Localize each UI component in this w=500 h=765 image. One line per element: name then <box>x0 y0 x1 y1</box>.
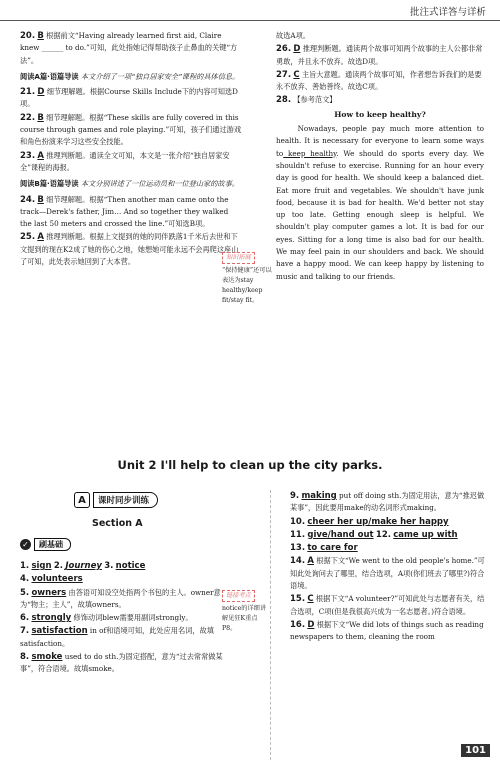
note-tag: 知识拓展 <box>222 252 255 264</box>
answer-key: B <box>37 112 44 123</box>
answer-item <box>20 30 242 67</box>
answer-explanation: in of和语境可知，此处应用名词，故填satisfaction。 <box>20 626 214 648</box>
answer-key: give/hand out <box>307 529 374 540</box>
margin-note-tip: 知识拓展 “保持健康”还可以表达为stay healthy/keep fit/stay fit。 <box>222 254 272 304</box>
answer-item <box>20 651 226 676</box>
answer-item <box>20 112 242 149</box>
essay-title: How to keep healthy? <box>334 109 426 119</box>
column-divider <box>270 490 271 760</box>
answer-explanation: 细节理解题。根据“These skills are fully covered in this course through games and role playing.”可知，孩子们通过游戏和角色扮演来学习这些安全技能。 <box>20 112 242 147</box>
answer-key: cheer her up/make her happy <box>307 516 449 527</box>
reading-guide <box>20 71 242 83</box>
answer-explanation: 修饰动词blew需要用副词strongly。 <box>73 613 193 623</box>
banner-text: 课时同步训练 <box>93 492 158 508</box>
answer-key: came up with <box>393 529 458 540</box>
answer-item <box>276 69 484 94</box>
answer-key: A <box>307 556 314 567</box>
answer-number: 13. <box>290 543 306 554</box>
answer-number: 16. <box>290 619 306 630</box>
answer-item <box>20 625 226 650</box>
answer-key: strongly <box>31 613 72 624</box>
answer-number: 15. <box>290 594 306 605</box>
answer-item <box>20 194 242 231</box>
answer-number: 9. <box>290 491 300 501</box>
answer-explanation: 根据下文“We went to the old people's home.”可知此处询问去了哪里，结合选项，A项(你们班去了哪里?)符合语境。 <box>290 556 485 591</box>
essay-body: Nowadays, people pay much more attention to health. It is necessary for everyone to learn some ways to keep healthy. We should do sports every day. We shouldn't refuse to exercise. Running for an hour every day is good for health. We should keep a balanced diet. Eat more fruit and vegetables. We shouldn't have junk food, because it is bad for health. We'd better not stay up too late. Getting enough sleep is helpful. We shouldn't play computer games a lot. It is bad for our eyes. Sitting for a long time is also bad for our health. We may feel pain in our shoulders and back. We should have a happy mood. We can keep happy by listening to music and talking to our friends. <box>276 124 484 281</box>
answer-key: notice <box>115 561 146 571</box>
answer-number: 24. <box>20 194 36 205</box>
lower-left-column <box>20 560 226 677</box>
answer-explanation: 由答语可知设空处指两个书包的主人。owner意为“物主；主人”，故填owners。 <box>20 587 221 609</box>
answer-explanation: 细节理解题。根据Course Skills Include下的内容可知选D项。 <box>20 87 238 109</box>
answer-item <box>276 43 484 68</box>
answer-key: volunteers <box>31 574 83 585</box>
right-column <box>276 30 484 283</box>
basics-pill <box>20 538 71 551</box>
answer-continuation: 故选A项。 <box>276 31 310 40</box>
answer-key: D <box>37 87 45 98</box>
answer-number: 10. <box>290 516 306 527</box>
answer-explanation: put off doing sth.为固定用法，意为“推迟做某事”，因此要用make的动名词形式making。 <box>290 491 485 513</box>
answer-key: making <box>301 491 337 501</box>
answer-number: 1. <box>20 561 30 571</box>
answer-explanation: 推理判断题。通读全文可知，本文是一张介绍“独自居家安全”课程的海报。 <box>20 150 230 172</box>
answer-key: Journey <box>65 561 102 571</box>
answer-key: B <box>37 194 44 205</box>
lesson-banner <box>74 492 158 508</box>
reading-guide <box>20 178 242 190</box>
answer-number: 26. <box>276 44 292 55</box>
guide-label: 阅读A篇·语篇导读 <box>20 71 79 81</box>
answer-line <box>290 529 486 541</box>
answer-key: smoke <box>31 652 63 663</box>
answer-key: D <box>293 44 301 55</box>
answer-number: 22. <box>20 112 36 123</box>
answer-item <box>290 619 486 644</box>
answer-number: 27. <box>276 69 292 80</box>
answer-item <box>20 612 226 624</box>
answer-explanation: 【参考范文】 <box>293 95 337 105</box>
answer-number: 2. <box>53 561 64 571</box>
answer-item <box>20 86 242 111</box>
answer-number: 25. <box>20 232 36 243</box>
answer-number: 21. <box>20 87 36 98</box>
guide-text: 本文分别讲述了一位运动员和一位登山家的故事。 <box>80 179 239 189</box>
margin-note-link: 链接考点 notice的详细讲解见狂K重点P8。 <box>222 592 267 632</box>
answer-key: D <box>307 619 315 630</box>
answer-explanation: 推理判断题。通读两个故事可知两个故事的主人公都非常勇敢，并且永不放弃。故选D项。 <box>276 44 483 66</box>
answer-explanation: 根据前文“Having already learned first aid, Claire knew ______ to do.”可知，此处指她记得帮助孩子止鼻血的关键“方法”。 <box>20 31 238 65</box>
answer-explanation: 根据下文“A volunteer?”可知此处与志愿者有关，结合选项，C项(但是我很高兴成为一名志愿者。)符合语境。 <box>290 594 485 616</box>
pill-label: 刷基础 <box>34 538 71 551</box>
guide-label: 阅读B篇·语篇导读 <box>20 179 79 189</box>
answer-number: 28. <box>276 95 292 106</box>
answer-key: C <box>293 69 300 80</box>
answer-key: satisfaction <box>31 626 88 637</box>
answer-explanation: 细节理解题。根据“Then another man came onto the track—Derek's father, Jim… And so together they walked the last 50 meters and crossed the line.”可知选B项。 <box>20 194 229 229</box>
answer-key: to care for <box>307 543 358 554</box>
answer-number: 14. <box>290 556 306 567</box>
answer-item <box>20 150 242 175</box>
left-column <box>20 30 242 269</box>
answer-item <box>290 555 486 592</box>
answer-line <box>20 560 226 572</box>
answer-explanation: used to do sth.为固定搭配，意为“过去常常做某事”，符合语境。故填smoke。 <box>20 652 223 674</box>
section-title: Section A <box>92 518 143 529</box>
answer-key: A <box>37 232 44 243</box>
answer-line <box>290 516 486 528</box>
answer-item <box>20 587 226 612</box>
answer-line <box>290 542 486 554</box>
answer-number: 5. <box>20 587 30 598</box>
header-rule <box>0 20 500 21</box>
page-number: 101 <box>461 744 490 757</box>
answer-number: 12. <box>375 529 391 540</box>
unit-title: Unit 2 I'll help to clean up the city parks. <box>117 458 383 472</box>
answer-key: owners <box>31 587 67 598</box>
answer-number: 4. <box>20 574 30 585</box>
answer-number: 23. <box>20 150 36 161</box>
answer-explanation: 根据下文“We did lots of things such as reading newspapers to them, cleaning the room <box>290 619 484 642</box>
guide-text: 本文介绍了一项“独自居家安全”课程的具体信息。 <box>80 71 240 81</box>
lower-right-column <box>290 490 486 645</box>
answer-key: A <box>37 150 44 161</box>
answer-item <box>290 593 486 618</box>
answer-explanation: 主旨大意题。通读两个故事可知，作者想告诉我们的是要永不放弃、善始善终。故选C项。 <box>276 69 482 92</box>
answer-number: 20. <box>20 31 36 41</box>
answer-number: 6. <box>20 613 30 624</box>
answer-number: 8. <box>20 652 30 663</box>
answer-number: 7. <box>20 626 30 637</box>
answer-key: sign <box>31 561 52 571</box>
answer-explanation: 推理判断题。根据上文提到的她的同伴跌落1千米后去世和下文提到的现在K2成了她的伤心之地，她想她可能永远不会再爬这座山了可知，此处表示她回到了大本营。 <box>20 232 239 267</box>
answer-item <box>276 94 484 106</box>
page-header: 批注式详答与详析 <box>409 7 486 18</box>
answer-item <box>20 231 242 268</box>
answer-number: 11. <box>290 529 306 540</box>
answer-key: B <box>37 31 44 41</box>
check-icon: ✓ <box>20 539 31 550</box>
banner-badge: A <box>74 492 90 508</box>
answer-item <box>290 490 486 515</box>
note-tag: 链接考点 <box>222 590 255 602</box>
answer-number: 3. <box>104 561 114 571</box>
answer-line <box>20 573 226 585</box>
answer-key: C <box>307 594 314 605</box>
